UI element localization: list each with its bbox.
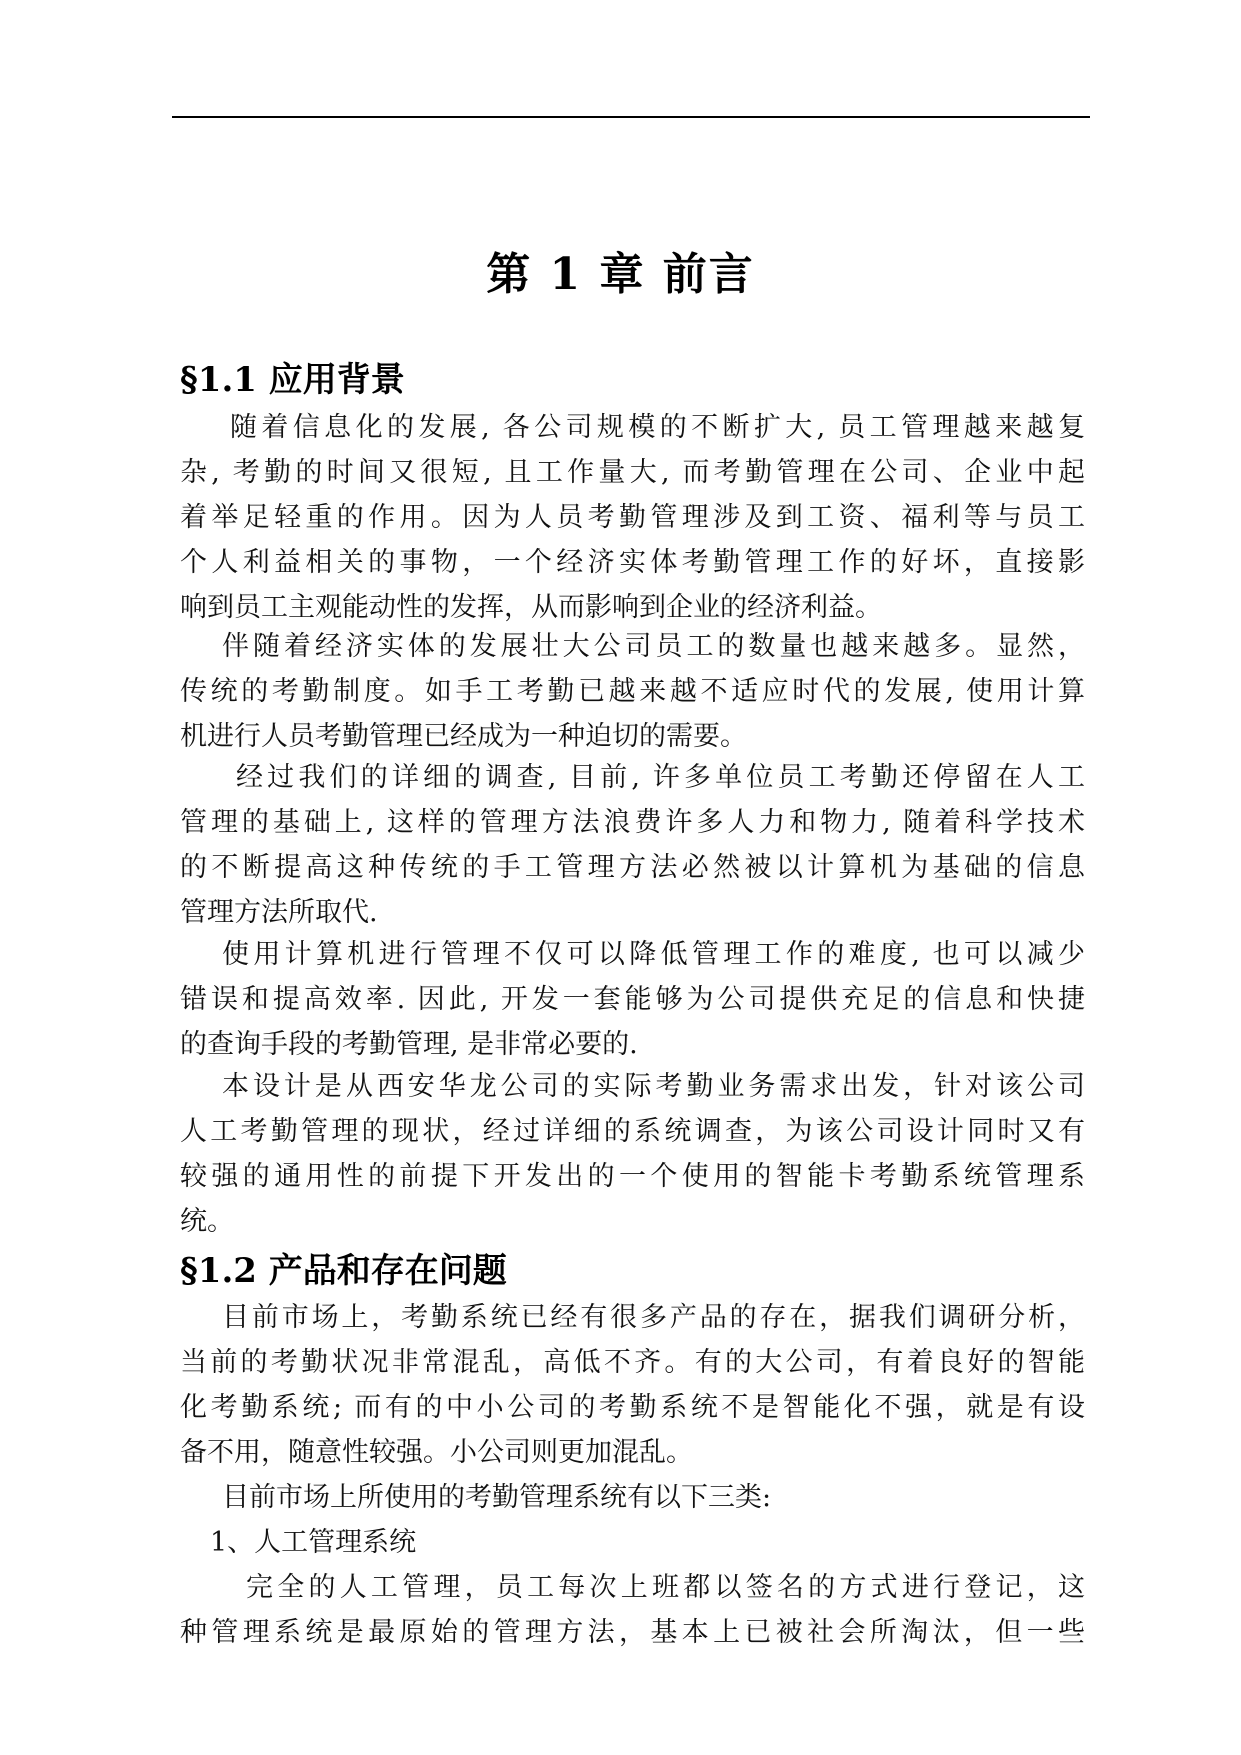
paragraph-line: 经过我们的详细的调查, 目前, 许多单位员工考勤还停留在人工 (236, 762, 1085, 793)
chapter-title: 第 1 章 前言 (486, 249, 755, 300)
paragraph-line: 随着信息化的发展, 各公司规模的不断扩大, 员工管理越来越复 (230, 412, 1085, 443)
paragraph-line: 人工考勤管理的现状，经过详细的系统调查，为该公司设计同时又有 (180, 1116, 1085, 1147)
header-rule (172, 116, 1090, 118)
paragraph-line: 当前的考勤状况非常混乱，高低不齐。有的大公司，有着良好的智能 (180, 1347, 1085, 1378)
paragraph-line: 传统的考勤制度。如手工考勤已越来越不适应时代的发展, 使用计算 (180, 676, 1085, 707)
paragraph-line: 备不用，随意性较强。小公司则更加混乱。 (180, 1437, 693, 1468)
paragraph-line: 的不断提高这种传统的手工管理方法必然被以计算机为基础的信息 (180, 852, 1085, 883)
paragraph-line: 本设计是从西安华龙公司的实际考勤业务需求出发，针对该公司 (222, 1071, 1085, 1102)
section-heading-1-2: §1.2 产品和存在问题 (180, 1251, 507, 1291)
paragraph-line: 管理方法所取代. (180, 897, 378, 928)
paragraph-line: 统。 (180, 1206, 234, 1237)
paragraph-line: 个人利益相关的事物，一个经济实体考勤管理工作的好坏，直接影 (180, 547, 1085, 578)
paragraph-line: 杂, 考勤的时间又很短, 且工作量大, 而考勤管理在公司、企业中起 (180, 457, 1085, 488)
paragraph-line: 错误和提高效率. 因此, 开发一套能够为公司提供充足的信息和快捷 (180, 984, 1085, 1015)
paragraph-line: 完全的人工管理，员工每次上班都以签名的方式进行登记，这 (246, 1572, 1085, 1603)
paragraph-line: 种管理系统是最原始的管理方法，基本上已被社会所淘汰，但一些 (180, 1617, 1085, 1648)
list-item-heading: 1、人工管理系统 (210, 1527, 417, 1558)
paragraph-line: 使用计算机进行管理不仅可以降低管理工作的难度, 也可以减少 (222, 939, 1085, 970)
paragraph-line: 目前市场上所使用的考勤管理系统有以下三类: (222, 1482, 772, 1513)
paragraph-line: 的查询手段的考勤管理, 是非常必要的. (180, 1029, 638, 1060)
section-heading-1-1: §1.1 应用背景 (180, 360, 405, 400)
paragraph-line: 响到员工主观能动性的发挥，从而影响到企业的经济利益。 (180, 592, 882, 623)
paragraph-line: 管理的基础上, 这样的管理方法浪费许多人力和物力, 随着科学技术 (180, 807, 1085, 838)
paragraph-line: 机进行人员考勤管理已经成为一种迫切的需要。 (180, 721, 747, 752)
paragraph-line: 伴随着经济实体的发展壮大公司员工的数量也越来越多。显然， (222, 631, 1085, 662)
paragraph-line: 较强的通用性的前提下开发出的一个使用的智能卡考勤系统管理系 (180, 1161, 1085, 1192)
paragraph-line: 目前市场上，考勤系统已经有很多产品的存在，据我们调研分析， (222, 1302, 1085, 1333)
paragraph-line: 化考勤系统; 而有的中小公司的考勤系统不是智能化不强，就是有设 (180, 1392, 1085, 1423)
paragraph-line: 着举足轻重的作用。因为人员考勤管理涉及到工资、福利等与员工 (180, 502, 1085, 533)
